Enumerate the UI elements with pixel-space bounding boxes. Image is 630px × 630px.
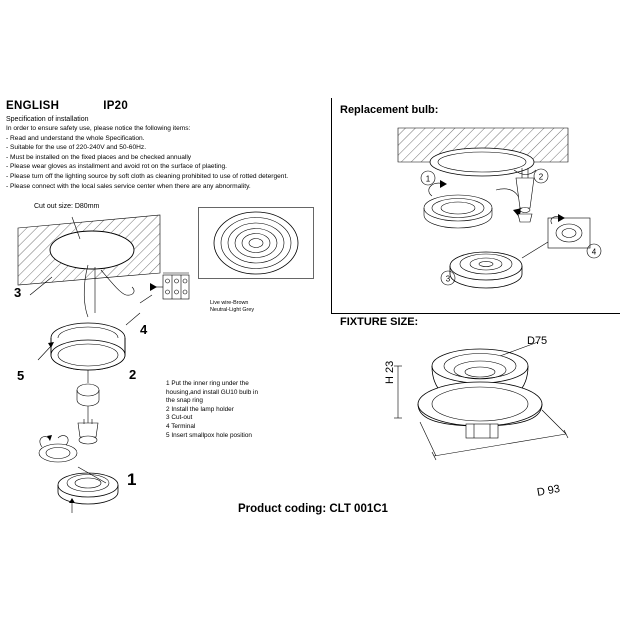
gu10-bulb <box>78 419 98 444</box>
callout-4: 4 <box>140 322 148 337</box>
legend-line-6: 5 Insert smallpox hole position <box>166 431 252 439</box>
product-front-view <box>198 207 314 279</box>
replacement-diagram <box>336 118 626 308</box>
dimension-top-diameter: D75 <box>527 335 548 347</box>
callout-1: 1 <box>127 470 137 489</box>
dimension-outer-diameter: D 93 <box>536 482 561 499</box>
legend-line-3: 2 Install the lamp holder <box>166 405 234 413</box>
ceiling-hatch <box>18 215 160 285</box>
ip-rating-label: IP20 <box>103 100 129 112</box>
dimension-height: H 23 <box>384 360 396 384</box>
legend-line-4: 3 Cut-out <box>166 414 193 422</box>
legend-line-0: 1 Put the inner ring under the <box>166 380 249 387</box>
legend-line-5: 4 Terminal <box>166 422 196 430</box>
spec-intro: In order to ensure safety use, please notice the following items: <box>6 125 191 132</box>
svg-text:4: 4 <box>591 247 597 257</box>
spec-title: Specification of installation <box>6 116 89 123</box>
divider-horizontal <box>331 313 620 314</box>
inner-ring-part <box>39 435 77 462</box>
legend-line-1: housing,and install GU10 bulb in <box>166 388 259 396</box>
final-fixture <box>450 252 522 288</box>
legend-line-2: the snap ring <box>166 397 203 405</box>
socket-detail <box>126 313 140 325</box>
wire-labels <box>210 300 320 314</box>
spec-item-1: - Suitable for the use of 220-240V and 50-60Hz. <box>6 144 147 152</box>
spec-item-2: - Must be installed on the fixed places and be checked annually <box>6 153 192 161</box>
svg-text:2: 2 <box>538 172 544 182</box>
fixture-size-title: FIXTURE SIZE: <box>340 316 419 328</box>
spec-item-3: - Please wear gloves as installment and avoid rot on the surface of plaeting. <box>6 163 228 171</box>
divider-vertical <box>331 98 332 314</box>
inner-ring-exploded <box>424 180 492 228</box>
product-coding: Product coding: CLT 001C1 <box>238 503 388 515</box>
ring-detail-box <box>548 214 590 248</box>
svg-text:1: 1 <box>425 174 431 184</box>
spec-item-5: - Please connect with the local sales service center when there are any abnormality. <box>6 182 251 190</box>
fixture-size-diagram <box>370 330 620 505</box>
header-block <box>6 100 346 191</box>
replacement-title: Replacement bulb: <box>340 104 439 116</box>
spec-item-0: - Read and understand the whole Specification. <box>6 134 145 142</box>
terminal-block <box>150 273 189 299</box>
spec-item-4: - Please turn off the lighting source by soft cloth as cleaning prohibited to use of rotted detergent. <box>6 172 289 180</box>
callout-5: 5 <box>17 368 25 383</box>
legend-block <box>166 380 326 440</box>
callout-3: 3 <box>14 285 22 300</box>
svg-text:3: 3 <box>445 274 451 284</box>
language-label: ENGLISH <box>6 100 60 112</box>
wire-label-live: Live wire-Brown <box>210 300 249 306</box>
wire-label-neutral: Neutral-Light Grey <box>210 307 255 313</box>
cutout-note: Cut out size: D80mm <box>34 203 100 210</box>
callout-2: 2 <box>129 367 137 382</box>
housing-assembly <box>51 265 137 513</box>
